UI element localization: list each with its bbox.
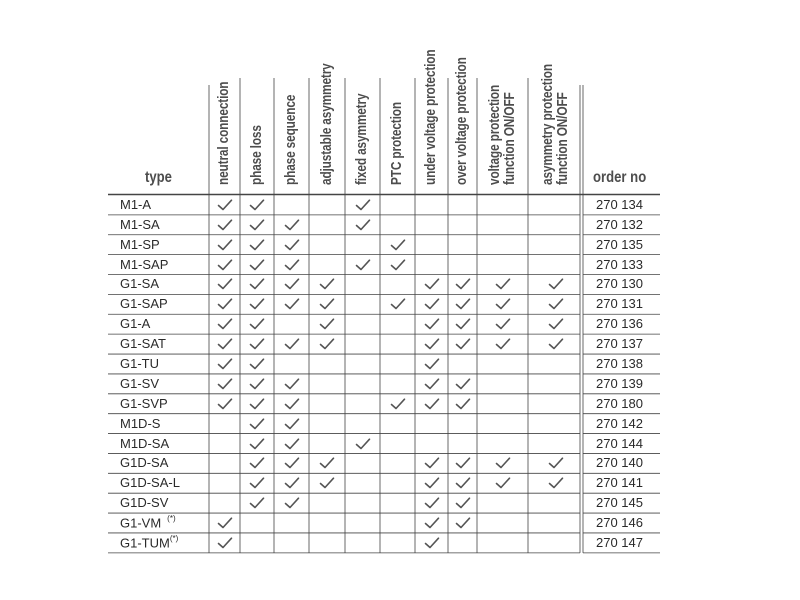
check-icon (424, 358, 440, 370)
check-icon (249, 318, 265, 330)
row-type-label: M1-SAP (120, 256, 169, 272)
check-icon (284, 497, 300, 509)
check-icon (390, 259, 406, 271)
row-footnote-mark: (*) (169, 533, 179, 543)
check-icon (495, 318, 511, 330)
row-order-no: 270 139 (596, 375, 643, 391)
check-icon (284, 338, 300, 350)
column-header-line: neutral connection (216, 81, 232, 185)
row-order-no: 270 141 (596, 475, 643, 491)
check-icon (284, 378, 300, 390)
row-type (120, 237, 160, 252)
column-header-feature (390, 102, 405, 185)
check-icon (455, 517, 471, 529)
check-icon (249, 259, 265, 271)
check-icon (424, 398, 440, 410)
check-icon (548, 318, 564, 330)
check-icon (284, 418, 300, 430)
row-order-no: 270 146 (596, 515, 643, 531)
check-icon (217, 378, 233, 390)
column-header-type: type (145, 169, 172, 186)
check-icon (284, 219, 300, 231)
row-order-no: 270 142 (596, 415, 643, 431)
check-icon (284, 398, 300, 410)
check-icon (217, 219, 233, 231)
row-type (120, 197, 151, 212)
check-icon (355, 259, 371, 271)
check-icon (217, 318, 233, 330)
row-type (120, 475, 180, 490)
row-type-label: G1-SAT (120, 336, 166, 352)
column-header-line: over voltage protection (454, 57, 470, 185)
check-icon (217, 239, 233, 251)
row-type-label: G1-TUM (120, 535, 170, 551)
check-icon (495, 278, 511, 290)
row-type (120, 316, 150, 331)
column-header-line: under voltage protection (423, 49, 439, 185)
row-type (120, 515, 176, 530)
check-icon (495, 457, 511, 469)
check-icon (217, 199, 233, 211)
row-type-label: G1-SAP (120, 296, 168, 312)
check-icon (390, 398, 406, 410)
check-icon (249, 358, 265, 370)
row-type (120, 436, 169, 451)
check-icon (548, 338, 564, 350)
column-header-feature (424, 50, 439, 185)
check-icon (455, 278, 471, 290)
row-type (120, 336, 166, 351)
column-header-feature (488, 85, 518, 185)
row-order-no: 270 130 (596, 276, 643, 292)
row-order-no: 270 135 (596, 236, 643, 252)
column-header-line: PTC protection (389, 102, 405, 185)
check-icon (249, 298, 265, 310)
check-icon (217, 259, 233, 271)
row-type-label: G1-SV (120, 375, 160, 391)
column-header-line: adjustable asymmetry (318, 63, 335, 185)
check-icon (355, 438, 371, 450)
check-icon (455, 298, 471, 310)
check-icon (249, 398, 265, 410)
check-icon (424, 318, 440, 330)
check-icon (284, 278, 300, 290)
check-icon (249, 477, 265, 489)
check-icon (548, 278, 564, 290)
check-icon (495, 338, 511, 350)
row-order-no: 270 144 (596, 435, 643, 451)
row-footnote-mark: (*) (167, 514, 176, 524)
row-order-no: 270 134 (596, 196, 643, 212)
check-icon (455, 318, 471, 330)
row-order-no: 270 136 (596, 316, 643, 332)
check-icon (319, 477, 335, 489)
column-header-line: phase sequence (283, 94, 299, 185)
column-header-line: phase loss (248, 125, 265, 185)
column-header-feature (250, 125, 265, 185)
column-header-feature (284, 95, 299, 185)
check-icon (319, 457, 335, 469)
row-type (120, 495, 168, 510)
row-order-no: 270 138 (596, 355, 643, 371)
check-icon (217, 298, 233, 310)
column-header-line: voltage protection (486, 84, 503, 185)
row-type-label: M1D-SA (120, 435, 170, 451)
row-type-label: M1-A (120, 196, 152, 212)
check-icon (319, 278, 335, 290)
check-icon (217, 338, 233, 350)
row-order-no: 270 180 (596, 395, 643, 411)
row-order-no: 270 140 (596, 455, 643, 471)
column-header-feature (320, 63, 335, 185)
check-icon (217, 358, 233, 370)
check-icon (249, 457, 265, 469)
check-icon (249, 378, 265, 390)
check-icon (284, 457, 300, 469)
row-type (120, 276, 159, 291)
check-icon (455, 338, 471, 350)
check-icon (548, 477, 564, 489)
row-order-no: 270 145 (596, 495, 643, 511)
check-icon (424, 457, 440, 469)
column-header-line: function ON/OFF (501, 92, 518, 185)
row-type-label: G1-TU (120, 355, 159, 371)
check-icon (249, 338, 265, 350)
row-type-label: M1-SA (120, 216, 160, 232)
check-icon (424, 278, 440, 290)
row-order-no: 270 137 (596, 336, 643, 352)
check-icon (424, 537, 440, 549)
check-icon (355, 219, 371, 231)
column-header-order-no: order no (593, 169, 647, 186)
column-header-feature (541, 64, 571, 185)
check-icon (249, 239, 265, 251)
check-icon (249, 219, 265, 231)
check-icon (424, 338, 440, 350)
check-icon (424, 378, 440, 390)
row-type (120, 356, 159, 371)
check-icon (424, 477, 440, 489)
row-type (120, 455, 168, 470)
row-order-no: 270 132 (596, 216, 643, 232)
row-type-label: G1-SVP (120, 395, 168, 411)
row-type (120, 535, 178, 550)
check-icon (217, 278, 233, 290)
check-icon (284, 477, 300, 489)
check-icon (319, 318, 335, 330)
check-icon (249, 418, 265, 430)
check-icon (455, 457, 471, 469)
check-icon (355, 199, 371, 211)
row-type (120, 416, 160, 431)
check-icon (249, 278, 265, 290)
column-header-line: fixed asymmetry (354, 93, 370, 185)
check-icon (390, 239, 406, 251)
check-icon (284, 259, 300, 271)
column-header-line: function ON/OFF (554, 92, 571, 185)
column-header-feature (455, 57, 470, 185)
row-type-label: M1D-S (120, 415, 161, 431)
row-type-label: G1-SA (120, 276, 160, 292)
check-icon (284, 298, 300, 310)
row-type (120, 217, 160, 232)
check-icon (284, 239, 300, 251)
column-header-feature (355, 94, 370, 185)
check-icon (217, 517, 233, 529)
check-icon (548, 298, 564, 310)
row-type (120, 296, 168, 311)
row-type (120, 376, 159, 391)
check-icon (319, 338, 335, 350)
check-icon (495, 477, 511, 489)
row-type-label: G1D-SV (120, 495, 169, 511)
row-order-no: 270 131 (596, 296, 643, 312)
check-icon (424, 517, 440, 529)
row-type (120, 396, 168, 411)
check-icon (455, 398, 471, 410)
check-icon (495, 298, 511, 310)
check-icon (424, 497, 440, 509)
check-icon (319, 298, 335, 310)
check-icon (455, 477, 471, 489)
check-icon (455, 378, 471, 390)
row-order-no: 270 147 (596, 534, 643, 550)
check-icon (217, 398, 233, 410)
check-icon (424, 298, 440, 310)
check-icon (284, 438, 300, 450)
row-type-label: M1-SP (120, 236, 160, 252)
check-icon (249, 497, 265, 509)
row-type-label: G1D-SA (120, 455, 169, 471)
check-icon (548, 457, 564, 469)
column-header-feature (217, 82, 232, 185)
row-type-label: G1-VM (120, 515, 162, 531)
check-icon (455, 497, 471, 509)
check-icon (217, 537, 233, 549)
check-icon (390, 298, 406, 310)
column-header-line: asymmetry protection (539, 64, 556, 185)
row-order-no: 270 133 (596, 256, 643, 272)
row-type (120, 257, 168, 272)
row-type-label: G1-A (120, 316, 151, 332)
check-icon (249, 438, 265, 450)
row-type-label: G1D-SA-L (120, 475, 180, 491)
check-icon (249, 199, 265, 211)
